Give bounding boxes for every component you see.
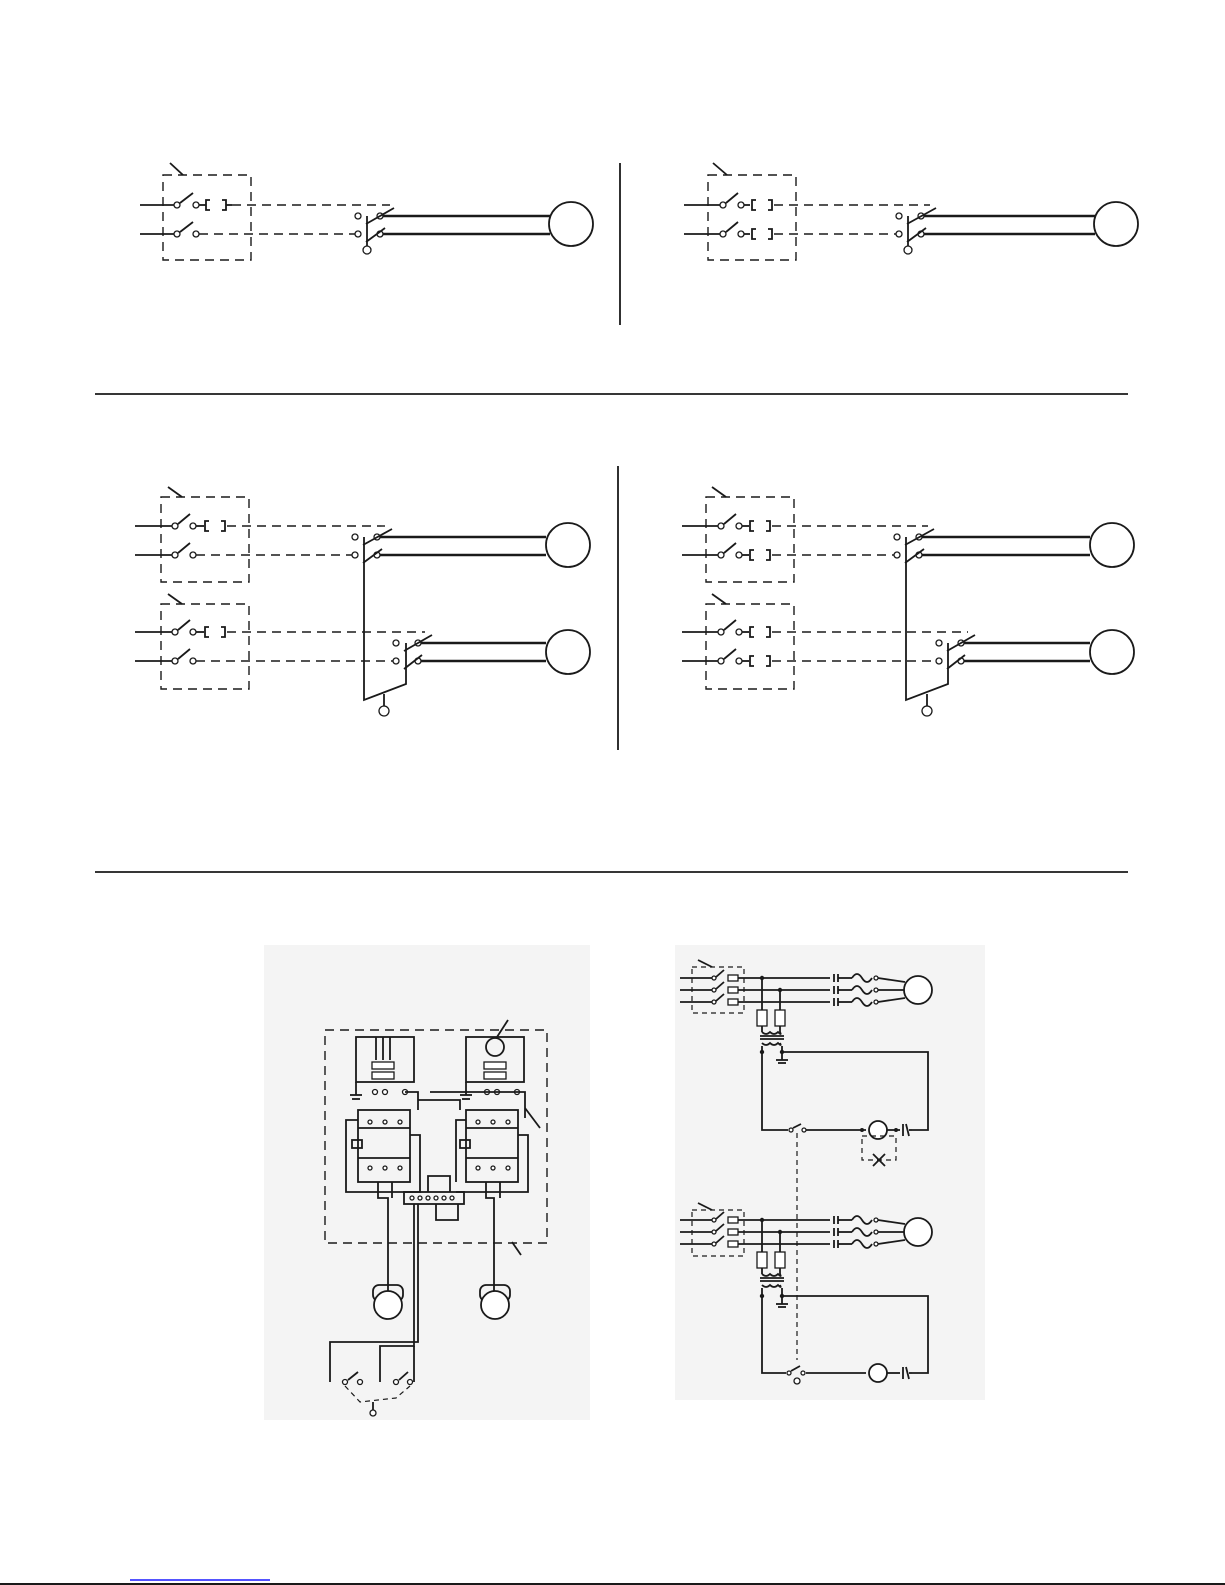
diagram-single-motor-fused-switch xyxy=(684,163,1138,260)
diagram-dual-motor-transfer xyxy=(135,487,590,716)
diagram-single-motor-single-switch xyxy=(140,163,593,260)
diagram-panel-wiring xyxy=(264,945,590,1420)
diagram-three-phase-control xyxy=(675,945,985,1400)
diagram-dual-motor-fused-transfer xyxy=(682,487,1134,716)
